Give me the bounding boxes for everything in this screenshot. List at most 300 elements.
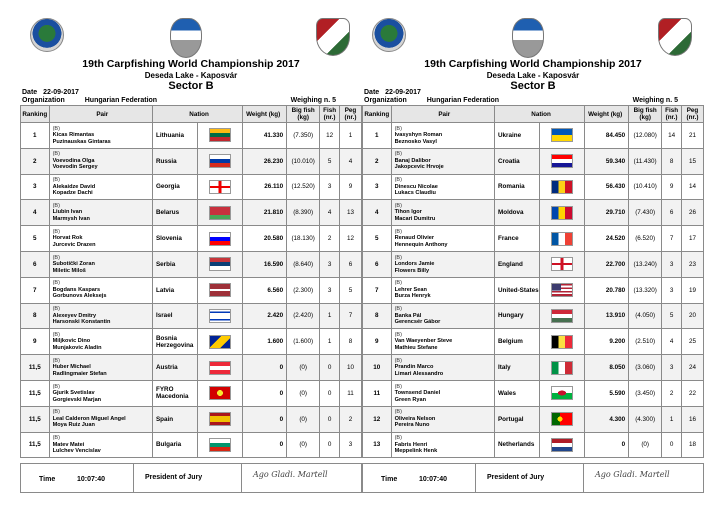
flag-cell [198, 123, 243, 149]
table-row [363, 432, 704, 458]
flag-cell [540, 251, 585, 277]
rank-cell: 11 [363, 380, 392, 406]
georgia-flag-icon [209, 180, 231, 194]
angler-2: Pereira Nuno [394, 422, 430, 429]
pair-cell [49, 251, 152, 277]
rank-cell: 2 [363, 148, 392, 174]
header-pair: Pair [391, 106, 494, 123]
pair-cell [49, 123, 152, 149]
header-big-fish: Big fish (kg) [629, 106, 662, 123]
header-weight: Weight (kg) [585, 106, 629, 123]
nation-cell: England [494, 251, 539, 277]
table-row [21, 148, 362, 174]
weight-cell: 26.110 [243, 174, 287, 200]
hungarian-federation-logo-icon [316, 18, 350, 56]
rank-cell: 11,5 [21, 355, 50, 381]
weight-cell: 24.520 [585, 226, 629, 252]
big-fish-cell: (0) [629, 432, 662, 458]
rank-cell: 5 [363, 226, 392, 252]
footer [20, 463, 362, 493]
fish-count-cell: 1 [662, 406, 682, 432]
big-fish-cell: (4.300) [629, 406, 662, 432]
weight-cell: 0 [585, 432, 629, 458]
pair-cell [391, 123, 494, 149]
weight-cell: 1.600 [243, 329, 287, 355]
time-label: Time [39, 476, 56, 483]
president-of-jury-label: President of Jury [145, 474, 203, 481]
header-pair: Pair [49, 106, 152, 123]
header-fish: Fish (nr.) [662, 106, 682, 123]
peg-cell: 4 [339, 148, 361, 174]
netherlands-flag-icon [551, 438, 573, 452]
fish-count-cell: 1 [320, 303, 340, 329]
england-flag-icon [551, 257, 573, 271]
peg-cell: 25 [681, 329, 703, 355]
results-sheet-left [20, 0, 362, 500]
table-row [363, 174, 704, 200]
rank-cell: 1 [363, 123, 392, 149]
nation-cell: Bosnia Herzegovina [152, 329, 197, 355]
angler-2: Miletic Miloš [52, 267, 86, 274]
rank-cell: 8 [21, 303, 50, 329]
angler-2: Gerencsér Gábor [394, 319, 441, 326]
fish-count-cell: 3 [320, 174, 340, 200]
table-row [363, 123, 704, 149]
group-label: (B) [52, 280, 60, 287]
fish-count-cell: 0 [320, 380, 340, 406]
peg-cell: 3 [339, 432, 361, 458]
flag-cell [198, 355, 243, 381]
nation-cell: Wales [494, 380, 539, 406]
weight-cell: 84.450 [585, 123, 629, 149]
time-value: 10:07:40 [419, 476, 448, 483]
peg-cell: 26 [681, 200, 703, 226]
table-row [21, 174, 362, 200]
fish-count-cell: 0 [320, 355, 340, 381]
table-row [21, 303, 362, 329]
table-row [21, 380, 362, 406]
big-fish-cell: (4.050) [629, 303, 662, 329]
angler-1: Oliveira Nelson [394, 415, 436, 422]
nation-cell: Hungary [494, 303, 539, 329]
table-row [363, 251, 704, 277]
pair-cell [391, 303, 494, 329]
angler-1: Banaj Dalibor [394, 157, 431, 164]
time-label: Time [381, 476, 398, 483]
big-fish-cell: (6.520) [629, 226, 662, 252]
nation-cell: Slovenia [152, 226, 197, 252]
header-nation: Nation [152, 106, 242, 123]
peg-cell: 18 [681, 432, 703, 458]
big-fish-cell: (13.320) [629, 277, 662, 303]
pair-cell [391, 277, 494, 303]
pair-cell [49, 277, 152, 303]
pair-cell [49, 200, 152, 226]
fips-logo-icon [30, 18, 64, 52]
peg-cell: 2 [339, 406, 361, 432]
table-row [363, 406, 704, 432]
peg-cell: 10 [339, 355, 361, 381]
group-label: (B) [394, 357, 402, 364]
pair-cell [49, 226, 152, 252]
rank-cell: 3 [21, 174, 50, 200]
fish-count-cell: 5 [320, 148, 340, 174]
fish-count-cell: 5 [662, 303, 682, 329]
usa-flag-icon [551, 283, 573, 297]
angler-2: Moya Ruiz Juan [52, 422, 95, 429]
fish-count-cell: 3 [662, 277, 682, 303]
fish-count-cell: 3 [662, 251, 682, 277]
peg-cell: 1 [339, 123, 361, 149]
table-row [363, 355, 704, 381]
weight-cell: 21.810 [243, 200, 287, 226]
peg-cell: 12 [339, 226, 361, 252]
organization-value: Hungarian Federation [426, 97, 500, 104]
angler-1: Liubin Ivan [52, 209, 83, 216]
header-fish: Fish (nr.) [320, 106, 340, 123]
rank-cell: 13 [363, 432, 392, 458]
page-title: 19th Carpfishing World Championship 2017 [424, 58, 642, 70]
group-label: (B) [394, 125, 402, 132]
federation-logos [362, 18, 704, 60]
header-ranking: Ranking [363, 106, 392, 123]
table-row [21, 432, 362, 458]
header-nation: Nation [494, 106, 584, 123]
peg-cell: 7 [339, 303, 361, 329]
weight-cell: 0 [243, 406, 287, 432]
table-row [21, 355, 362, 381]
date-value: 22-09-2017 [43, 89, 79, 96]
flag-cell [198, 251, 243, 277]
table-row [363, 226, 704, 252]
angler-1: Miljkovic Dino [52, 338, 91, 345]
group-label: (B) [52, 177, 60, 184]
group-label: (B) [52, 228, 60, 235]
ukraine-flag-icon [551, 128, 573, 142]
nation-cell: Bulgaria [152, 432, 197, 458]
pair-cell [49, 329, 152, 355]
group-label: (B) [394, 228, 402, 235]
big-fish-cell: (0) [287, 380, 320, 406]
footer-divider [133, 464, 134, 492]
nation-cell: United-States [494, 277, 539, 303]
fish-count-cell: 2 [320, 226, 340, 252]
russia-flag-icon [209, 154, 231, 168]
rank-cell: 8 [363, 303, 392, 329]
weight-cell: 0 [243, 355, 287, 381]
latvia-flag-icon [209, 283, 231, 297]
bulgaria-flag-icon [209, 438, 231, 452]
group-label: (B) [52, 254, 60, 261]
angler-1: Lehrer Sean [394, 286, 427, 293]
group-label: (B) [52, 202, 60, 209]
table-row [363, 380, 704, 406]
angler-1: Van Waeyenber Steve [394, 338, 453, 345]
flag-cell [540, 226, 585, 252]
peg-cell: 20 [681, 303, 703, 329]
angler-2: Hennequin Anthony [394, 241, 448, 248]
flag-cell [198, 303, 243, 329]
nation-cell: Serbia [152, 251, 197, 277]
big-fish-cell: (7.430) [629, 200, 662, 226]
angler-2: Macari Dumitru [394, 216, 436, 223]
table-row [21, 329, 362, 355]
macedonia-flag-icon [209, 386, 231, 400]
pair-cell [49, 406, 152, 432]
group-label: (B) [52, 409, 60, 416]
footer-divider [475, 464, 476, 492]
hungary-flag-icon [551, 309, 573, 323]
serbia-flag-icon [209, 257, 231, 271]
weight-cell: 16.590 [243, 251, 287, 277]
angler-2: Green Ryan [394, 396, 426, 403]
rank-cell: 6 [363, 251, 392, 277]
fish-count-cell: 0 [662, 432, 682, 458]
angler-1: Townsend Daniel [394, 390, 441, 397]
sector-title: Sector B [168, 80, 214, 92]
peg-cell: 24 [681, 355, 703, 381]
sector-title: Sector B [510, 80, 556, 92]
rank-cell: 6 [21, 251, 50, 277]
venue: Deseda Lake - Kaposvár [486, 71, 580, 80]
bosnia-flag-icon [209, 335, 231, 349]
flag-cell [540, 406, 585, 432]
rank-cell: 11,5 [21, 406, 50, 432]
angler-2: Lulchev Vencislav [52, 448, 101, 455]
flag-cell [198, 148, 243, 174]
table-row [363, 329, 704, 355]
rank-cell: 5 [21, 226, 50, 252]
big-fish-cell: (2.510) [629, 329, 662, 355]
pair-cell [391, 355, 494, 381]
flag-cell [540, 432, 585, 458]
pair-cell [391, 174, 494, 200]
group-label: (B) [394, 202, 402, 209]
flag-cell [198, 380, 243, 406]
flag-cell [540, 174, 585, 200]
angler-1: Bogdans Kaspars [52, 286, 101, 293]
big-fish-cell: (2.420) [287, 303, 320, 329]
nation-cell: Belgium [494, 329, 539, 355]
angler-2: Mathieu Stefane [394, 345, 438, 352]
nation-cell: Austria [152, 355, 197, 381]
flag-cell [198, 200, 243, 226]
fish-count-cell: 3 [320, 251, 340, 277]
hungarian-federation-logo-icon [658, 18, 692, 56]
nation-cell: Portugal [494, 406, 539, 432]
peg-cell: 9 [339, 174, 361, 200]
pair-cell [49, 174, 152, 200]
angler-1: Alexeyev Dmitry [52, 312, 97, 319]
rank-cell: 7 [21, 277, 50, 303]
angler-2: Munjakovic Aladin [52, 345, 102, 352]
rank-cell: 9 [21, 329, 50, 355]
weight-cell: 59.340 [585, 148, 629, 174]
fish-count-cell: 2 [662, 380, 682, 406]
weight-cell: 0 [243, 380, 287, 406]
world-championship-logo-icon [170, 18, 202, 58]
world-championship-logo-icon [512, 18, 544, 58]
fish-count-cell: 3 [320, 277, 340, 303]
nation-cell: Ukraine [494, 123, 539, 149]
federation-logos [20, 18, 362, 60]
angler-2: Burza Henryk [394, 293, 431, 300]
angler-2: Marmysh Ivan [52, 216, 90, 223]
organization-value: Hungarian Federation [84, 97, 158, 104]
date-line [364, 89, 421, 96]
moldova-flag-icon [551, 206, 573, 220]
results-table [20, 105, 362, 458]
big-fish-cell: (8.390) [287, 200, 320, 226]
pair-cell [391, 329, 494, 355]
weight-cell: 5.590 [585, 380, 629, 406]
big-fish-cell: (10.410) [629, 174, 662, 200]
nation-cell: Italy [494, 355, 539, 381]
big-fish-cell: (2.300) [287, 277, 320, 303]
rank-cell: 4 [363, 200, 392, 226]
weight-cell: 8.050 [585, 355, 629, 381]
weight-cell: 56.430 [585, 174, 629, 200]
nation-cell: Latvia [152, 277, 197, 303]
big-fish-cell: (0) [287, 432, 320, 458]
lithuania-flag-icon [209, 128, 231, 142]
table-row [21, 277, 362, 303]
group-label: (B) [52, 331, 60, 338]
peg-cell: 11 [339, 380, 361, 406]
group-label: (B) [394, 177, 402, 184]
group-label: (B) [394, 409, 402, 416]
rank-cell: 11,5 [21, 432, 50, 458]
angler-2: Jurcevic Drazen [52, 241, 96, 248]
header-big-fish: Big fish (kg) [287, 106, 320, 123]
big-fish-cell: (12.080) [629, 123, 662, 149]
president-of-jury-label: President of Jury [487, 474, 545, 481]
flag-cell [540, 380, 585, 406]
weight-cell: 29.710 [585, 200, 629, 226]
big-fish-cell: (0) [287, 406, 320, 432]
organization-line [22, 97, 157, 104]
angler-2: Voevodin Sergey [52, 164, 98, 171]
peg-cell: 19 [681, 277, 703, 303]
angler-2: Gorgievski Marjan [52, 396, 102, 403]
peg-cell: 8 [339, 329, 361, 355]
group-label: (B) [52, 151, 60, 158]
nation-cell: Netherlands [494, 432, 539, 458]
group-label: (B) [52, 383, 60, 390]
angler-1: Kicas Rimantas [52, 132, 95, 139]
fish-count-cell: 4 [662, 329, 682, 355]
table-row [363, 200, 704, 226]
flag-cell [540, 123, 585, 149]
weighing-number: Weighing n. 5 [290, 97, 336, 104]
venue: Deseda Lake - Kaposvár [144, 71, 238, 80]
signature: Ago Gladi. Martell [253, 470, 328, 479]
angler-1: Renaud Olivier [394, 235, 435, 242]
group-label: (B) [394, 331, 402, 338]
big-fish-cell: (1.600) [287, 329, 320, 355]
pair-cell [49, 303, 152, 329]
weight-cell: 26.230 [243, 148, 287, 174]
portugal-flag-icon [551, 412, 573, 426]
pair-cell [49, 380, 152, 406]
table-row [363, 277, 704, 303]
france-flag-icon [551, 232, 573, 246]
flag-cell [198, 329, 243, 355]
rank-cell: 1 [21, 123, 50, 149]
fish-count-cell: 9 [662, 174, 682, 200]
organization-label: Organization [22, 97, 65, 104]
flag-cell [540, 277, 585, 303]
date-line [22, 89, 79, 96]
table-row [21, 406, 362, 432]
big-fish-cell: (3.060) [629, 355, 662, 381]
weight-cell: 22.700 [585, 251, 629, 277]
flag-cell [540, 355, 585, 381]
pair-cell [49, 148, 152, 174]
rank-cell: 9 [363, 329, 392, 355]
angler-1: Prandin Marco [394, 364, 434, 371]
peg-cell: 16 [681, 406, 703, 432]
footer-divider [583, 464, 584, 492]
group-label: (B) [52, 357, 60, 364]
flag-cell [540, 329, 585, 355]
nation-cell: Moldova [494, 200, 539, 226]
table-header-row [363, 106, 704, 123]
fish-count-cell: 12 [320, 123, 340, 149]
big-fish-cell: (12.520) [287, 174, 320, 200]
flag-cell [540, 303, 585, 329]
nation-cell: Lithuania [152, 123, 197, 149]
rank-cell: 11,5 [21, 380, 50, 406]
nation-cell: FYRO Macedonia [152, 380, 197, 406]
peg-cell: 21 [681, 123, 703, 149]
big-fish-cell: (18.130) [287, 226, 320, 252]
big-fish-cell: (8.640) [287, 251, 320, 277]
big-fish-cell: (13.240) [629, 251, 662, 277]
angler-1: Huber Michael [52, 364, 91, 371]
peg-cell: 13 [339, 200, 361, 226]
rank-cell: 10 [363, 355, 392, 381]
angler-1: Leal Calderon Miguel Angel [52, 415, 126, 422]
angler-1: Tihon Igor [394, 209, 422, 216]
nation-cell: Spain [152, 406, 197, 432]
angler-1: Subotički Zoran [52, 261, 95, 268]
pair-cell [391, 148, 494, 174]
fish-count-cell: 8 [662, 148, 682, 174]
results-sheet-right [362, 0, 704, 500]
fips-logo-icon [372, 18, 406, 52]
nation-cell: Russia [152, 148, 197, 174]
angler-1: Banka Pál [394, 312, 422, 319]
angler-2: Lukacs Claudiu [394, 190, 436, 197]
table-row [21, 251, 362, 277]
israel-flag-icon [209, 309, 231, 323]
nation-cell: Israel [152, 303, 197, 329]
weight-cell: 0 [243, 432, 287, 458]
fish-count-cell: 4 [320, 200, 340, 226]
angler-1: Horvat Rok [52, 235, 83, 242]
angler-1: Voevodina Olga [52, 157, 95, 164]
belgium-flag-icon [551, 335, 573, 349]
flag-cell [198, 277, 243, 303]
nation-cell: Belarus [152, 200, 197, 226]
table-row [363, 303, 704, 329]
weight-cell: 41.330 [243, 123, 287, 149]
angler-1: Gjurik Svetislav [52, 390, 95, 397]
group-label: (B) [52, 435, 60, 442]
signature: Ago Gladi. Martell [595, 470, 670, 479]
fish-count-cell: 3 [662, 355, 682, 381]
